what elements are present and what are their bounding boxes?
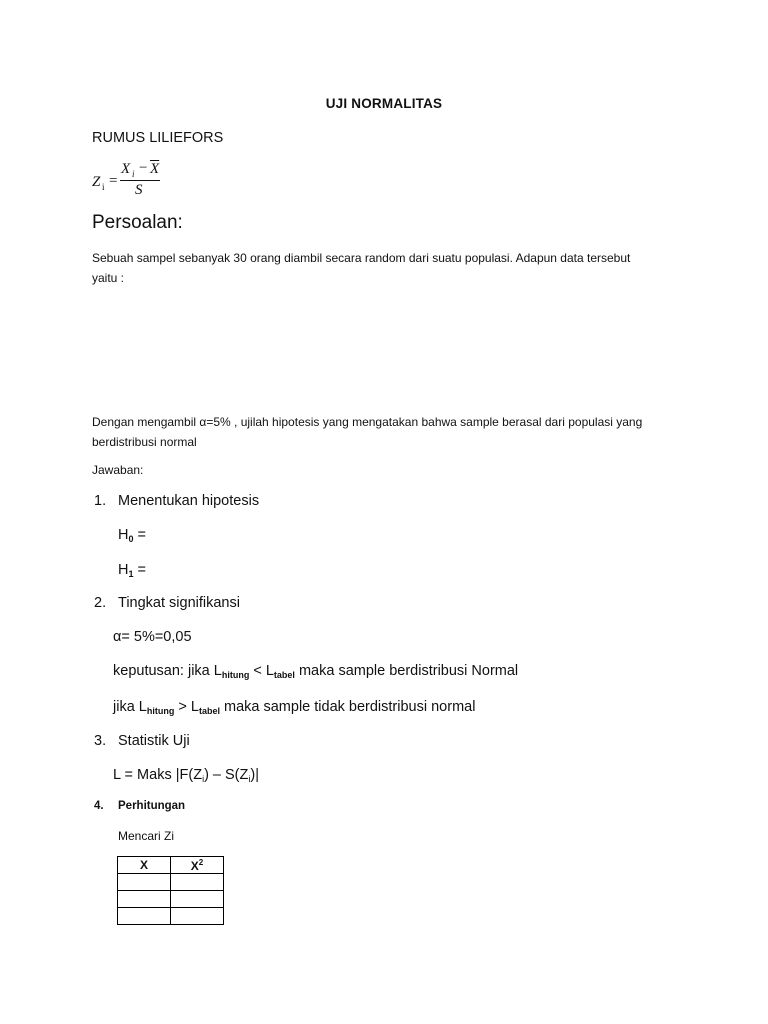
kep1-a: keputusan: jika L xyxy=(113,663,222,679)
step-1-label: Menentukan hipotesis xyxy=(118,493,260,509)
mencari-zi: Mencari Zi xyxy=(118,829,175,843)
step-3-number: 3. xyxy=(94,733,107,749)
hipotesis-line-1: Dengan mengambil α=5% , ujilah hipotesis yang mengatakan bahwa sample berasal dari populasi yang xyxy=(92,415,643,429)
keputusan-line-2 xyxy=(113,699,475,716)
formula-xbar: $\overline{X}$ xyxy=(150,161,160,177)
table-row xyxy=(118,874,224,891)
formula-z: Z xyxy=(92,174,101,190)
rumus-heading: RUMUS LILIEFORS xyxy=(92,130,224,146)
kep2-a: jika L xyxy=(113,699,147,715)
kep2-b: > L xyxy=(174,699,199,715)
step-2-label: Tingkat signifikansi xyxy=(118,595,240,611)
h1-h: H xyxy=(118,562,129,578)
kep1-b: < L xyxy=(249,663,274,679)
h0-line xyxy=(118,527,146,544)
kep2-sub-tabel: tabel xyxy=(198,706,220,716)
table-cell xyxy=(171,874,224,891)
hipotesis-line-2: berdistribusi normal xyxy=(92,435,197,449)
formula-fraction-line xyxy=(120,180,160,181)
table-cell xyxy=(118,908,171,925)
step-2-number: 2. xyxy=(94,595,107,611)
formula-minus: − xyxy=(139,160,148,176)
h1-sub: 1 xyxy=(128,569,134,579)
jawaban-label: Jawaban: xyxy=(92,463,144,477)
x2-base: X xyxy=(190,858,199,873)
table-header-x2 xyxy=(171,857,224,874)
h0-eq: = xyxy=(133,527,146,543)
formula-denominator: S xyxy=(135,182,143,198)
data-table xyxy=(117,856,224,925)
abs-bar-left: | xyxy=(175,767,180,783)
hipotesis-paragraph xyxy=(92,412,642,452)
step-3-label: Statistik Uji xyxy=(118,733,190,749)
soal-paragraph xyxy=(92,248,630,288)
step-4-label: Perhitungan xyxy=(118,800,186,812)
table-row xyxy=(118,891,224,908)
l-maks: L = Maks xyxy=(113,767,176,783)
kep1-sub-tabel: tabel xyxy=(273,670,295,680)
abs-bar-right: | xyxy=(255,767,259,783)
l-sub-1: i xyxy=(202,774,205,784)
table-cell xyxy=(118,874,171,891)
formula-z-sub: i xyxy=(102,182,105,192)
table-header-row xyxy=(118,857,224,874)
kep1-c: maka sample berdistribusi Normal xyxy=(294,663,519,679)
l-sub-2: i xyxy=(248,774,251,784)
table-header-x: X xyxy=(118,857,171,874)
l-fz: F(Z xyxy=(179,767,203,783)
x2-sup: 2 xyxy=(198,857,204,867)
h0-sub: 0 xyxy=(128,534,134,544)
statistik-formula xyxy=(113,767,259,784)
soal-line-1: Sebuah sampel sebanyak 30 orang diambil secara random dari suatu populasi. Adapun data tersebut xyxy=(92,251,631,265)
formula-numerator-sub: i xyxy=(132,169,135,179)
persoalan-heading: Persoalan: xyxy=(92,212,183,233)
keputusan-line-1 xyxy=(113,663,518,680)
table-cell xyxy=(171,908,224,925)
soal-line-2: yaitu : xyxy=(92,271,125,285)
formula-numerator-x: X xyxy=(121,161,131,177)
kep1-sub-hitung: hitung xyxy=(221,670,250,680)
table-row xyxy=(118,908,224,925)
h0-h: H xyxy=(118,527,129,543)
kep2-c: maka sample tidak berdistribusi normal xyxy=(219,699,476,715)
kep2-sub-hitung: hitung xyxy=(146,706,175,716)
table-cell xyxy=(118,891,171,908)
l-close: ) xyxy=(250,767,256,783)
h1-eq: = xyxy=(133,562,146,578)
h1-line xyxy=(118,562,146,579)
step-4-number: 4. xyxy=(94,800,104,812)
document-title: UJI NORMALITAS xyxy=(325,96,443,111)
formula-equals: = xyxy=(109,173,118,189)
alpha-line: α= 5%=0,05 xyxy=(113,629,192,645)
step-1-number: 1. xyxy=(94,493,107,509)
table-cell xyxy=(171,891,224,908)
l-sz: ) – S(Z xyxy=(204,767,249,783)
